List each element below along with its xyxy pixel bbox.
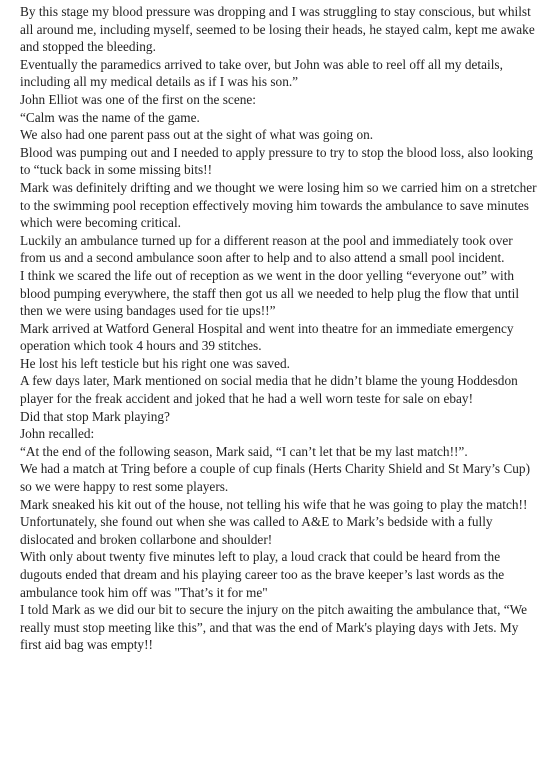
document-body — [20, 3, 540, 654]
paragraph: We had a match at Tring before a couple of cup finals (Herts Charity Shield and St Mary’s Cup) so we were happy to rest some players. — [20, 461, 531, 495]
paragraph: Luckily an ambulance turned up for a different reason at the pool and immediately took over from us and a second ambulance soon after to help and to also attend a small pool incident. — [20, 232, 513, 266]
paragraph: Unfortunately, she found out when she was called to A&E to Mark’s bedside with a fully dislocated and broken collarbone and shoulder! — [20, 514, 493, 547]
paragraph: I think we scared the life out of reception as we went in the door yelling “everyone out” with blood pumping everywhere, the staff then got us all we needed to help plug the flow that until then we were using bandages used for tie ups!!” — [20, 267, 520, 319]
paragraph: I told Mark as we did our bit to secure the injury on the pitch awaiting the ambulance that, “We really must stop meeting like this”, and that was the end of Mark's playing days with Jets. My first aid bag was empty!! — [20, 602, 528, 653]
paragraph: “At the end of the following season, Mark said, “I can’t let that be my last match!!”. — [20, 443, 468, 459]
paragraph: We also had one parent pass out at the sight of what was going on. — [20, 127, 374, 143]
paragraph: By this stage my blood pressure was dropping and I was struggling to stay conscious, but whilst all around me, including myself, seemed to be losing their heads, he stayed calm, kept me awake and stopped the bleeding. — [20, 4, 535, 55]
paragraph: Did that stop Mark playing? — [20, 408, 170, 424]
paragraph: John recalled: — [20, 426, 95, 442]
paragraph: Mark was definitely drifting and we thought we were losing him so we carried him on a stretcher to the swimming pool reception effectively moving him towards the ambulance to save minutes which were becoming critical. — [20, 179, 537, 231]
paragraph: He lost his left testicle but his right one was saved. — [20, 355, 290, 371]
paragraph: Mark sneaked his kit out of the house, not telling his wife that he was going to play the match!! — [20, 496, 528, 512]
paragraph: “Calm was the name of the game. — [20, 109, 200, 125]
paragraph: Eventually the paramedics arrived to take over, but John was able to reel off all my details, including all my medical details as if I was his son.” — [20, 56, 503, 90]
paragraph: John Elliot was one of the first on the scene: — [20, 91, 256, 107]
paragraph: Mark arrived at Watford General Hospital and went into theatre for an immediate emergency operation which took 4 hours and 39 stitches. — [20, 320, 514, 354]
paragraph: A few days later, Mark mentioned on social media that he didn’t blame the young Hoddesdon player for the freak accident and joked that he had a well worn teste for sale on ebay! — [20, 373, 518, 407]
paragraph: With only about twenty five minutes left to play, a loud crack that could be heard from the dugouts ended that dream and his playing career too as the brave keeper’s last words as the ambulance took him off was "That’s it for me" — [20, 549, 505, 600]
paragraph: Blood was pumping out and I needed to apply pressure to try to stop the blood loss, also looking to “tuck back in some missing bits!! — [20, 144, 533, 178]
